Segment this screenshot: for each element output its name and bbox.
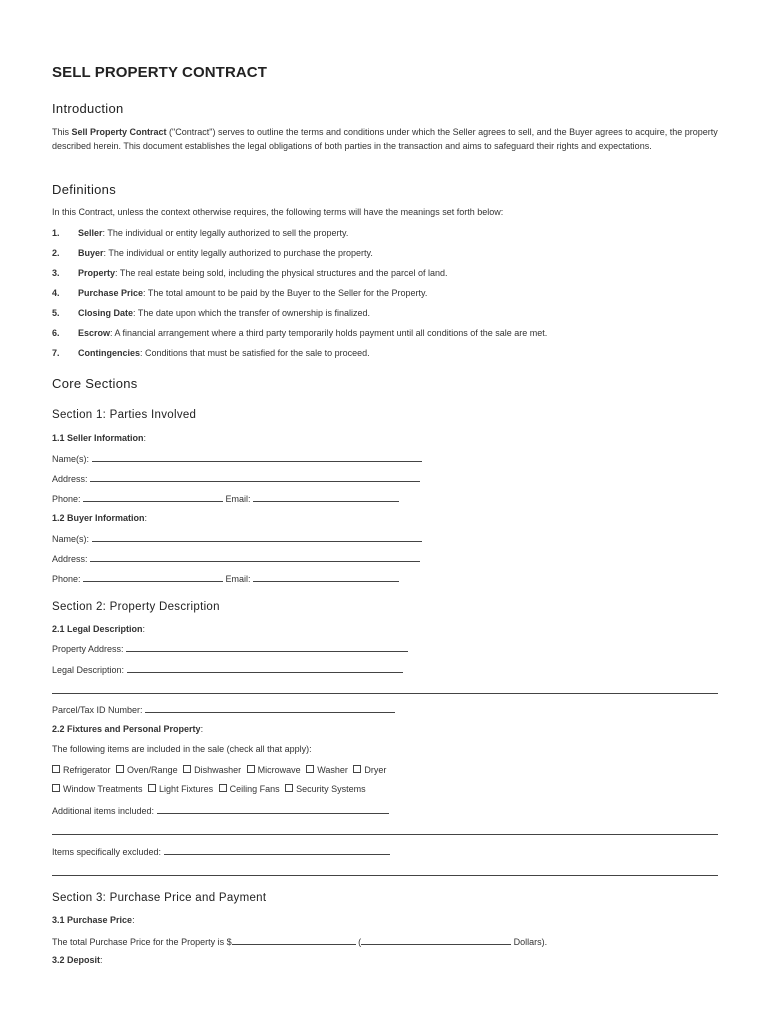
fixtures-options-row-1 <box>52 765 389 775</box>
definition-term: Closing Date <box>78 308 134 318</box>
purchase-price-amount-blank[interactable] <box>232 936 356 945</box>
name-label: Name(s): <box>52 454 92 464</box>
definition-term: Escrow <box>78 328 111 338</box>
legal-description-continuation-line[interactable] <box>52 693 718 694</box>
excluded-items-field[interactable] <box>52 846 390 857</box>
definitions-heading: Definitions <box>52 182 116 197</box>
checkbox[interactable] <box>247 765 255 773</box>
checkbox[interactable] <box>353 765 361 773</box>
buyer-phone-email-field[interactable] <box>52 573 399 584</box>
phone-label: Phone: <box>52 574 84 584</box>
additional-items-field[interactable] <box>52 805 389 816</box>
excluded-items-blank[interactable] <box>164 846 390 855</box>
checkbox[interactable] <box>116 765 124 773</box>
parcel-id-blank[interactable] <box>145 704 395 713</box>
property-address-blank[interactable] <box>126 643 408 652</box>
checkbox[interactable] <box>285 784 293 792</box>
document-title: SELL PROPERTY CONTRACT <box>52 64 267 81</box>
checkbox[interactable] <box>183 765 191 773</box>
intro-text-pre: This <box>52 127 72 137</box>
option-security-systems: Security Systems <box>296 784 366 794</box>
definition-text: : Conditions that must be satisfied for the sale to proceed. <box>140 348 370 358</box>
option-microwave: Microwave <box>257 765 301 775</box>
buyer-phone-blank[interactable] <box>83 573 223 582</box>
purchase-price-field[interactable] <box>52 936 547 947</box>
definition-number: 5. <box>52 308 60 318</box>
definition-text: : The total amount to be paid by the Buyer to the Seller for the Property. <box>143 288 428 298</box>
buyer-info-subheading <box>52 513 147 523</box>
property-address-field[interactable] <box>52 643 408 654</box>
definition-item <box>52 288 427 298</box>
seller-phone-blank[interactable] <box>83 493 223 502</box>
colon: : <box>100 955 103 965</box>
deposit-subheading <box>52 955 103 965</box>
seller-name-blank[interactable] <box>92 453 422 462</box>
option-light-fixtures: Light Fixtures <box>159 784 214 794</box>
name-label: Name(s): <box>52 534 92 544</box>
section3-heading: Section 3: Purchase Price and Payment <box>52 892 267 904</box>
fixtures-subheading <box>52 724 203 734</box>
definition-term: Property <box>78 268 116 278</box>
intro-text-post: ("Contract") serves to outline the terms and conditions under which the Seller agrees to sell, and the Buyer agrees to acquire, the property described herein. This document establishes the legal obligations of both parties in the transaction and aims to safeguard their rights and expectations. <box>52 127 718 151</box>
buyer-name-field[interactable] <box>52 533 422 544</box>
fixtures-options-row-2 <box>52 784 369 794</box>
email-label: Email: <box>223 574 254 584</box>
definition-item <box>52 308 370 318</box>
buyer-email-blank[interactable] <box>253 573 399 582</box>
definition-term: Contingencies <box>78 348 141 358</box>
additional-items-blank[interactable] <box>157 805 389 814</box>
seller-address-blank[interactable] <box>90 473 420 482</box>
deposit-label: 3.2 Deposit <box>52 955 101 965</box>
intro-text-bold: Sell Property Contract <box>71 127 167 137</box>
definition-item <box>52 228 348 238</box>
open-paren: ( <box>355 937 362 947</box>
checkbox[interactable] <box>52 765 60 773</box>
introduction-paragraph <box>52 126 724 153</box>
definition-text: : The individual or entity legally authorized to purchase the property. <box>103 248 373 258</box>
definition-number: 3. <box>52 268 60 278</box>
option-refrigerator: Refrigerator <box>63 765 111 775</box>
excluded-items-continuation-line[interactable] <box>52 875 718 876</box>
legal-description-subheading <box>52 624 145 634</box>
colon: : <box>143 433 147 443</box>
phone-label: Phone: <box>52 494 84 504</box>
buyer-name-blank[interactable] <box>92 533 422 542</box>
additional-items-label: Additional items included: <box>52 806 157 816</box>
buyer-address-blank[interactable] <box>90 553 420 562</box>
legal-description-blank[interactable] <box>127 664 403 673</box>
buyer-info-label: 1.2 Buyer Information <box>52 513 145 523</box>
seller-address-field[interactable] <box>52 473 420 484</box>
additional-items-continuation-line[interactable] <box>52 834 718 835</box>
parcel-id-field[interactable] <box>52 704 395 715</box>
checkbox[interactable] <box>148 784 156 792</box>
definition-number: 6. <box>52 328 60 338</box>
property-address-label: Property Address: <box>52 644 127 654</box>
definition-text: : A financial arrangement where a third party temporarily holds payment until all conditions of the sale are met. <box>110 328 548 338</box>
definition-item <box>52 268 448 278</box>
seller-email-blank[interactable] <box>253 493 399 502</box>
checkbox[interactable] <box>219 784 227 792</box>
checkbox[interactable] <box>52 784 60 792</box>
section1-heading: Section 1: Parties Involved <box>52 409 197 421</box>
dollars-text: Dollars). <box>511 937 548 947</box>
colon: : <box>132 915 135 925</box>
checkbox[interactable] <box>306 765 314 773</box>
option-dryer: Dryer <box>364 765 387 775</box>
excluded-items-label: Items specifically excluded: <box>52 847 164 857</box>
purchase-price-text: The total Purchase Price for the Property is $ <box>52 937 232 947</box>
section2-heading: Section 2: Property Description <box>52 601 220 613</box>
option-washer: Washer <box>317 765 348 775</box>
colon: : <box>200 724 204 734</box>
email-label: Email: <box>223 494 254 504</box>
fixtures-intro: The following items are included in the sale (check all that apply): <box>52 744 312 754</box>
seller-info-label: 1.1 Seller Information <box>52 433 144 443</box>
seller-name-field[interactable] <box>52 453 422 464</box>
purchase-price-words-blank[interactable] <box>361 936 511 945</box>
legal-description-field-label: Legal Description: <box>52 665 127 675</box>
address-label: Address: <box>52 474 91 484</box>
legal-description-field[interactable] <box>52 664 403 675</box>
parcel-id-label: Parcel/Tax ID Number: <box>52 705 146 715</box>
definitions-intro: In this Contract, unless the context otherwise requires, the following terms will have the meanings set forth below: <box>52 207 504 217</box>
definition-item <box>52 248 373 258</box>
legal-description-label: 2.1 Legal Description <box>52 624 143 634</box>
buyer-address-field[interactable] <box>52 553 420 564</box>
definition-text: : The individual or entity legally authorized to sell the property. <box>102 228 349 238</box>
definition-term: Purchase Price <box>78 288 144 298</box>
core-sections-heading: Core Sections <box>52 376 138 391</box>
definition-number: 1. <box>52 228 60 238</box>
colon: : <box>144 513 148 523</box>
definition-number: 2. <box>52 248 60 258</box>
definition-text: : The real estate being sold, including the physical structures and the parcel of land. <box>115 268 448 278</box>
option-oven-range: Oven/Range <box>127 765 178 775</box>
definition-number: 7. <box>52 348 60 358</box>
definition-item <box>52 348 370 358</box>
option-ceiling-fans: Ceiling Fans <box>229 784 280 794</box>
definition-text: : The date upon which the transfer of ownership is finalized. <box>133 308 370 318</box>
option-dishwasher: Dishwasher <box>194 765 242 775</box>
seller-info-subheading <box>52 433 146 443</box>
seller-phone-email-field[interactable] <box>52 493 399 504</box>
colon: : <box>142 624 146 634</box>
option-window-treatments: Window Treatments <box>63 784 143 794</box>
definition-term: Buyer <box>78 248 104 258</box>
purchase-price-label: 3.1 Purchase Price <box>52 915 133 925</box>
definition-number: 4. <box>52 288 60 298</box>
purchase-price-subheading <box>52 915 135 925</box>
fixtures-label: 2.2 Fixtures and Personal Property <box>52 724 201 734</box>
definition-item <box>52 328 547 338</box>
definition-term: Seller <box>78 228 103 238</box>
introduction-heading: Introduction <box>52 101 124 116</box>
address-label: Address: <box>52 554 91 564</box>
